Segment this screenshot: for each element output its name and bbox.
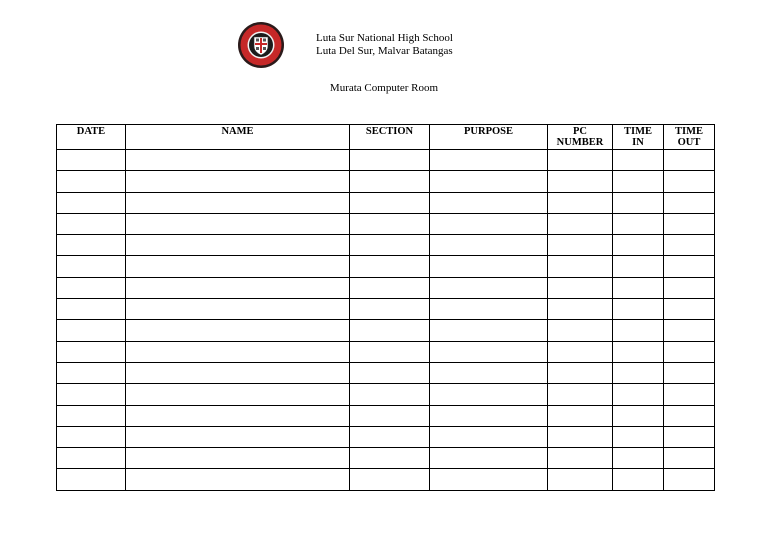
cell-time-out [664, 362, 715, 383]
cell-time-in [613, 277, 664, 298]
table-row [57, 469, 715, 490]
cell-date [57, 426, 126, 447]
cell-time-out [664, 150, 715, 171]
table-row [57, 448, 715, 469]
cell-time-out [664, 341, 715, 362]
cell-time-in [613, 384, 664, 405]
column-header-line: IN [632, 137, 644, 148]
cell-pc-number [548, 171, 613, 192]
cell-date [57, 299, 126, 320]
cell-time-out [664, 405, 715, 426]
cell-section [350, 256, 430, 277]
cell-pc-number [548, 235, 613, 256]
cell-purpose [430, 448, 548, 469]
cell-section [350, 299, 430, 320]
cell-date [57, 405, 126, 426]
cell-time-out [664, 235, 715, 256]
cell-time-in [613, 426, 664, 447]
cell-date [57, 171, 126, 192]
cell-time-in [613, 256, 664, 277]
cell-time-in [613, 341, 664, 362]
cell-name [126, 256, 350, 277]
cell-section [350, 277, 430, 298]
cell-section [350, 448, 430, 469]
log-table-body [57, 150, 715, 491]
table-row [57, 384, 715, 405]
cell-time-out [664, 448, 715, 469]
cell-section [350, 213, 430, 234]
cell-date [57, 384, 126, 405]
column-header-purpose [430, 125, 548, 150]
cell-purpose [430, 405, 548, 426]
cell-date [57, 150, 126, 171]
cell-time-in [613, 362, 664, 383]
cell-name [126, 192, 350, 213]
cell-purpose [430, 150, 548, 171]
cell-name [126, 448, 350, 469]
cell-time-out [664, 213, 715, 234]
cell-time-out [664, 277, 715, 298]
cell-date [57, 256, 126, 277]
cell-section [350, 405, 430, 426]
cell-purpose [430, 320, 548, 341]
cell-section [350, 426, 430, 447]
cell-date [57, 448, 126, 469]
cell-time-in [613, 405, 664, 426]
cell-pc-number [548, 192, 613, 213]
column-header-line: SECTION [365, 126, 414, 137]
cell-section [350, 150, 430, 171]
cell-name [126, 320, 350, 341]
column-header-date [57, 125, 126, 150]
cell-time-out [664, 384, 715, 405]
room-title: Murata Computer Room [329, 82, 439, 94]
cell-purpose [430, 384, 548, 405]
table-row [57, 213, 715, 234]
cell-time-out [664, 426, 715, 447]
school-address: Luta Del Sur, Malvar Batangas [316, 45, 453, 57]
cell-time-in [613, 192, 664, 213]
school-name: Luta Sur National High School [316, 32, 453, 44]
column-header-section [350, 125, 430, 150]
cell-time-in [613, 171, 664, 192]
cell-pc-number [548, 341, 613, 362]
column-header-line: PC [573, 126, 587, 137]
cell-name [126, 235, 350, 256]
cell-purpose [430, 192, 548, 213]
log-table [56, 124, 715, 491]
school-info [316, 32, 453, 58]
cell-time-in [613, 299, 664, 320]
cell-purpose [430, 341, 548, 362]
cell-name [126, 213, 350, 234]
cell-pc-number [548, 320, 613, 341]
cell-time-out [664, 171, 715, 192]
cell-date [57, 320, 126, 341]
cell-name [126, 405, 350, 426]
cell-time-in [613, 448, 664, 469]
cell-time-in [613, 320, 664, 341]
column-header-name [126, 125, 350, 150]
cell-name [126, 469, 350, 490]
cell-section [350, 362, 430, 383]
cell-section [350, 341, 430, 362]
cell-time-in [613, 235, 664, 256]
cell-pc-number [548, 384, 613, 405]
table-row [57, 405, 715, 426]
column-header-time-out [664, 125, 715, 150]
column-header-line: DATE [76, 126, 106, 137]
cell-date [57, 192, 126, 213]
cell-date [57, 235, 126, 256]
cell-pc-number [548, 256, 613, 277]
cell-name [126, 277, 350, 298]
table-row [57, 256, 715, 277]
cell-pc-number [548, 405, 613, 426]
cell-pc-number [548, 469, 613, 490]
cell-time-in [613, 150, 664, 171]
cell-name [126, 341, 350, 362]
column-header-pc-number [548, 125, 613, 150]
cell-purpose [430, 171, 548, 192]
cell-pc-number [548, 299, 613, 320]
cell-purpose [430, 277, 548, 298]
column-header-line: PURPOSE [463, 126, 513, 137]
cell-purpose [430, 213, 548, 234]
cell-name [126, 171, 350, 192]
column-header-line: TIME [623, 126, 652, 137]
cell-time-out [664, 469, 715, 490]
cell-pc-number [548, 426, 613, 447]
cell-section [350, 192, 430, 213]
cell-time-out [664, 320, 715, 341]
cell-date [57, 277, 126, 298]
cell-section [350, 171, 430, 192]
cell-name [126, 299, 350, 320]
column-header-line: TIME [674, 126, 703, 137]
table-row [57, 150, 715, 171]
cell-pc-number [548, 213, 613, 234]
table-row [57, 192, 715, 213]
school-seal-icon [237, 21, 285, 69]
cell-time-out [664, 299, 715, 320]
table-row [57, 320, 715, 341]
cell-section [350, 320, 430, 341]
column-header-line: OUT [677, 137, 701, 148]
column-header-line: NUMBER [556, 137, 604, 148]
cell-date [57, 469, 126, 490]
cell-section [350, 469, 430, 490]
table-row [57, 341, 715, 362]
cell-pc-number [548, 362, 613, 383]
table-row [57, 426, 715, 447]
cell-time-out [664, 256, 715, 277]
table-row [57, 171, 715, 192]
table-row [57, 277, 715, 298]
cell-name [126, 362, 350, 383]
cell-pc-number [548, 448, 613, 469]
cell-purpose [430, 469, 548, 490]
cell-time-in [613, 213, 664, 234]
cell-purpose [430, 426, 548, 447]
cell-date [57, 341, 126, 362]
header-row [57, 125, 715, 150]
cell-time-in [613, 469, 664, 490]
cell-purpose [430, 256, 548, 277]
cell-name [126, 384, 350, 405]
cell-purpose [430, 235, 548, 256]
cell-name [126, 150, 350, 171]
table-row [57, 299, 715, 320]
cell-section [350, 235, 430, 256]
cell-purpose [430, 299, 548, 320]
cell-pc-number [548, 277, 613, 298]
cell-time-out [664, 192, 715, 213]
column-header-time-in [613, 125, 664, 150]
cell-date [57, 362, 126, 383]
cell-purpose [430, 362, 548, 383]
cell-section [350, 384, 430, 405]
table-row [57, 362, 715, 383]
column-header-line: NAME [221, 126, 254, 137]
cell-name [126, 426, 350, 447]
table-row [57, 235, 715, 256]
cell-pc-number [548, 150, 613, 171]
cell-date [57, 213, 126, 234]
